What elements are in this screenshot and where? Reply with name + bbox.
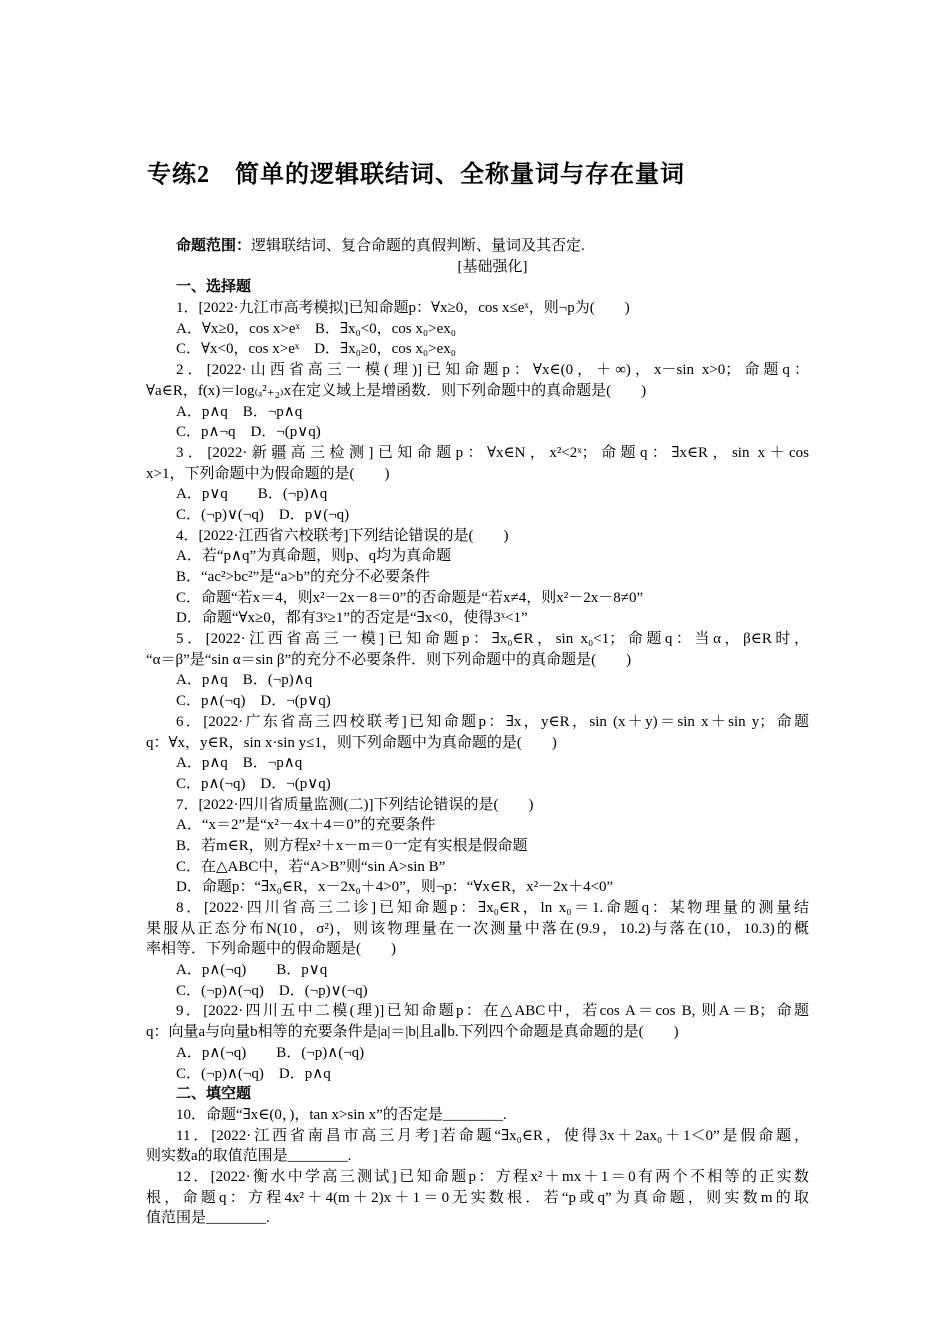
question-5-options-cd: C．p∧(¬q) D．¬(p∨q): [176, 693, 331, 710]
scope-label: 命题范围：: [176, 238, 252, 254]
question-8-options-cd: C．(¬p)∧(¬q) D．(¬p)∨(¬q): [176, 982, 368, 999]
question-9-options-cd: C．(¬p)∧(¬q) D．p∧q: [176, 1065, 331, 1082]
question-2-stem-cont: ∀a∈R，f(x)＝log₍ₐ²₊₂₎x在定义域上是增函数．则下列命题中的真命题是( ): [146, 382, 647, 399]
question-8-options-ab: A．p∧(¬q) B．p∨q: [176, 962, 328, 979]
question-9-stem: 9．[2022·四川五中二模(理)]已知命题p：在△ABC中，若cos A＝cos B, 则A＝B；命题: [176, 1003, 809, 1020]
page-title: 专练2 简单的逻辑联结词、全称量词与存在量词: [147, 162, 685, 188]
question-3-stem: 3．[2022·新疆高三检测]已知命题p：∀x∈N，x²<2ˣ；命题q：∃x∈R，sin x＋cos: [176, 444, 809, 461]
question-9-stem-cont: q：向量a与向量b相等的充要条件是|a|＝|b|且a∥b.下列四个命题是真命题的是( ): [146, 1024, 679, 1041]
question-6-stem-cont: q：∀x，y∈R，sin x·sin y≤1，则下列命题中为真命题的是( ): [146, 734, 557, 751]
question-6-options-ab: A．p∧q B．¬p∧q: [176, 755, 303, 772]
question-7-stem: 7．[2022·四川省质量监测(二)]下列结论错误的是( ): [176, 796, 534, 813]
question-8-stem: 8．[2022·四川省高三二诊]已知命题p：∃x₀∈R，ln x₀＝1.命题q：某物理量的测量结: [176, 900, 809, 916]
scope-text: 逻辑联结词、复合命题的真假判断、量词及其否定.: [251, 238, 585, 254]
section-tag: [基础强化]: [457, 258, 528, 275]
question-1-options-ab: A．∀x≥0，cos x>eˣ B．∃x₀<0，cos x₀>ex₀: [176, 320, 456, 337]
question-3-stem-cont: x>1，下列命题中为假命题的是( ): [146, 465, 390, 482]
question-3-options-cd: C．(¬p)∨(¬q) D．p∨(¬q): [176, 506, 350, 523]
question-2-options-cd: C．p∧¬q D．¬(p∨q): [176, 424, 321, 441]
question-11-stem: 11．[2022·江西省南昌市高三月考]若命题“∃x₀∈R，使得3x＋2ax₀＋1＜0”是假命题，: [176, 1127, 809, 1144]
question-1-stem: 1．[2022·九江市高考模拟]已知命题p：∀x≥0，cos x≤eˣ，则¬p为( ): [176, 300, 630, 317]
question-4-option-d: D．命题“∀x≥0，都有3ˣ≥1”的否定是“∃x<0，使得3ˣ<1”: [176, 610, 528, 627]
question-8-stem-end: 率相等．下列命题中的假命题是( ): [146, 941, 396, 958]
question-5-stem-cont: “α＝β”是“sin α＝sin β”的充分不必要条件．则下列命题中的真命题是( ): [146, 651, 632, 668]
question-6-options-cd: C．p∧(¬q) D．¬(p∨q): [176, 775, 331, 792]
question-7-option-d: D．命题p：“∃x₀∈R，x－2x₀＋4>0”，则¬p：“∀x∈R，x²－2x＋4<0”: [176, 879, 614, 896]
question-4-stem: 4．[2022·江西省六校联考]下列结论错误的是( ): [176, 527, 509, 544]
question-2-stem: 2．[2022·山西省高三一模(理)]已知命题p：∀x∈(0，＋∞)，x－sin x>0；命题q：: [176, 362, 809, 379]
question-12-stem: 12．[2022·衡水中学高三测试]已知命题p：方程x²＋mx＋1＝0有两个不相等的正实数: [176, 1168, 809, 1185]
question-7-option-c: C．在△ABC中，若“A>B”则“sin A>sin B”: [176, 858, 446, 875]
question-5-stem: 5．[2022·江西省高三一模]已知命题p：∃x₀∈R，sin x₀<1；命题q：当α，β∈R时，: [176, 631, 809, 648]
question-2-options-ab: A．p∧q B．¬p∧q: [176, 403, 303, 420]
document-body: [146, 236, 809, 1229]
scope-line: [146, 236, 809, 257]
question-3-options-ab: A．p∨q B．(¬p)∧q: [176, 486, 328, 503]
question-8-stem-cont: 果服从正态分布N(10，σ²)，则该物理量在一次测量中落在(9.9，10.2)与落在(10，10.3)的概: [146, 920, 809, 937]
question-12-stem-end: 值范围是________.: [146, 1210, 270, 1227]
question-11-stem-cont: 则实数a的取值范围是________.: [146, 1148, 352, 1165]
section-heading-fill: 二、填空题: [176, 1086, 252, 1103]
question-6-stem: 6．[2022·广东省高三四校联考]已知命题p：∃x，y∈R，sin (x＋y)＝sin x＋sin y；命题: [176, 713, 809, 730]
question-12-stem-cont: 根，命题q：方程4x²＋4(m＋2)x＋1＝0无实数根．若“p或q”为真命题，则实数m的取: [146, 1189, 809, 1206]
question-10: 10．命题“∃x∈(0，)，tan x>sin x”的否定是________.: [176, 1106, 507, 1123]
question-7-option-b: B．若m∈R，则方程x²＋x－m＝0一定有实根是假命题: [176, 837, 528, 854]
question-1-options-cd: C．∀x<0，cos x>eˣ D．∃x₀≥0，cos x₀>ex₀: [176, 341, 456, 358]
section-heading-choice: 一、选择题: [176, 279, 252, 296]
question-4-option-c: C．命题“若x＝4，则x²－2x－8＝0”的否命题是“若x≠4，则x²－2x－8≠0”: [176, 589, 644, 606]
question-7-option-a: A．“x＝2”是“x²－4x＋4＝0”的充要条件: [176, 817, 436, 834]
question-4-option-b: B．“ac²>bc²”是“a>b”的充分不必要条件: [176, 569, 431, 585]
question-4-option-a: A．若“p∧q”为真命题，则p、q均为真命题: [176, 548, 452, 565]
question-9-options-ab: A．p∧(¬q) B．(¬p)∧(¬q): [176, 1044, 365, 1061]
question-5-options-ab: A．p∧q B．(¬p)∧q: [176, 672, 313, 689]
